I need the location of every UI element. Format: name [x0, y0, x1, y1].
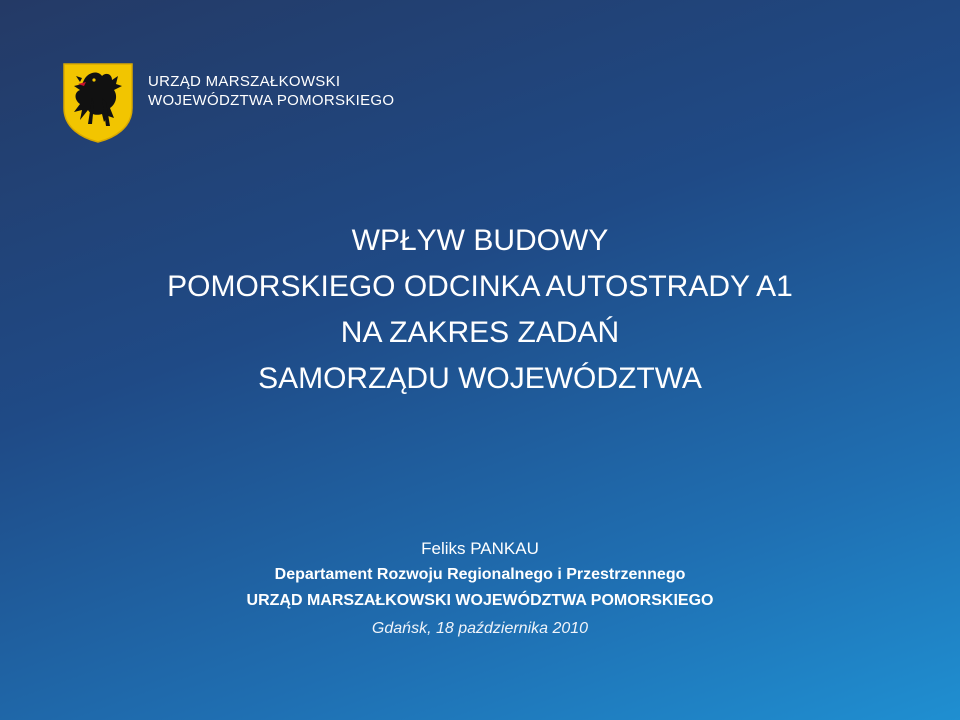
presentation-date: Gdańsk, 18 października 2010 [371, 620, 589, 637]
presenter-department: Departament Rozwoju Regionalnego i Przestrzennego [274, 566, 686, 583]
presenter-office: URZĄD MARSZAŁKOWSKI WOJEWÓDZTWA POMORSKIEGO [246, 592, 714, 609]
presenter-info [0, 536, 960, 640]
presentation-title [0, 218, 960, 402]
griffin-coat-of-arms-icon [62, 62, 134, 144]
org-name-line1: URZĄD MARSZAŁKOWSKI [148, 73, 341, 90]
organization-header [148, 72, 394, 110]
org-name-line2: WOJEWÓDZTWA POMORSKIEGO [148, 92, 395, 109]
presenter-name: Feliks PANKAU [421, 539, 539, 558]
coat-of-arms-logo [62, 62, 134, 144]
title-line-2: POMORSKIEGO ODCINKA AUTOSTRADY A1 [167, 270, 793, 303]
title-line-3: NA ZAKRES ZADAŃ [340, 316, 620, 349]
title-line-4: SAMORZĄDU WOJEWÓDZTWA [258, 362, 702, 395]
title-line-1: WPŁYW BUDOWY [351, 224, 609, 257]
